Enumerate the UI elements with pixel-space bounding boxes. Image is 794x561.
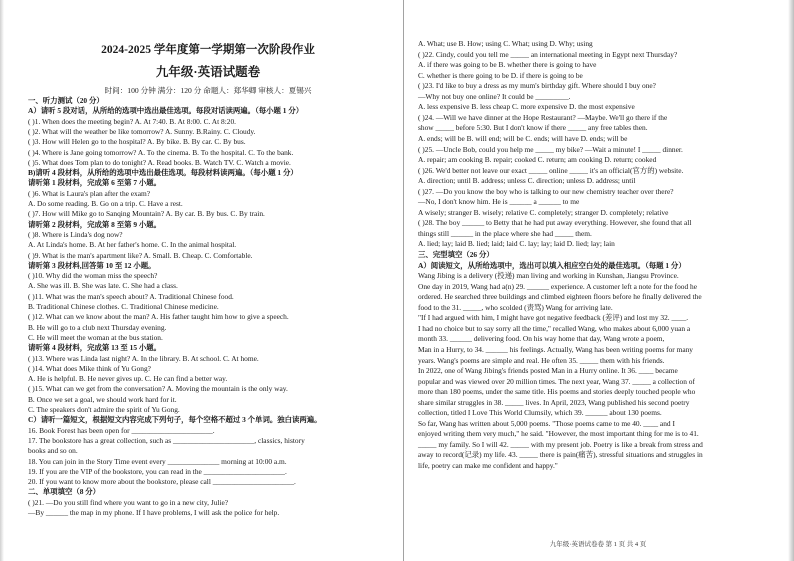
right-text-line: _____ my family. So I will 42. _____ with my present job. Poetry is like a break from stress and <box>418 439 703 449</box>
right-text-line: away to record(记录) my life. 43. _____ there is pain(痛苦), stressful situations and struggles in <box>418 450 703 460</box>
left-text-line: B. Once we set a goal, we should work hard for it. <box>28 394 177 404</box>
left-text-line: A. At Linda's home. B. At her father's home. C. In the animal hospital. <box>28 240 237 250</box>
left-text-line: 请听第 2 段材料，完成第 8 至第 9 小题。 <box>28 219 162 229</box>
right-text-line: —Why not buy one online? It could be _________. <box>418 91 571 101</box>
right-text-line: C. whether is there going to be D. if there is going to be <box>418 70 583 80</box>
right-text-line: share similar struggles in 38. _____ lives. In April, 2023, Wang published his second poetry <box>418 397 690 407</box>
right-text-line: show _____ before 5:30. But I don't know if there _____ any free tables then. <box>418 123 648 133</box>
left-text-line: ( )13. Where was Linda last night? A. In the library. B. At school. C. At home. <box>28 353 259 363</box>
left-text-line: 19. If you are the VIP of the bookstore, you can read in the ______________________. <box>28 466 287 476</box>
right-text-line: collection, titled I Love This World Clumsily, which 39. ______ about 130 poems. <box>418 408 662 418</box>
right-text-line: food to the 31. _____, who scolded (责骂) Wang for arriving late. <box>418 302 613 312</box>
left-text-line: 16. Book Forest has been open for ______________________. <box>28 425 215 435</box>
left-text-line: ( )8. Where is Linda's dog now? <box>28 229 123 239</box>
column-divider <box>403 0 404 561</box>
left-text-line: A. Do some reading. B. Go on a trip. C. Have a rest. <box>28 199 183 208</box>
left-text-line: B)请听 4 段材料，从所给的选项中选出最佳选项。每段材料读两遍。（每小题 1 分） <box>28 168 298 178</box>
left-text-line: 请听第 1 段材料，完成第 6 至第 7 小题。 <box>28 178 162 188</box>
left-text-line: ( )21. —Do you still find where you want to go in a new city, Julie? <box>28 497 229 507</box>
right-text-line: life, poetry can make me confident and happy." <box>418 461 558 470</box>
left-text-line: ( )7. How will Mike go to Sanqing Mountain? A. By car. B. By bus. C. By train. <box>28 209 265 219</box>
left-text-line: 17. The bookstore has a great collection, such as ______________________, classics, history <box>28 435 305 445</box>
left-text-line: 20. If you want to know more about the bookstore, please call ______________________. <box>28 477 296 487</box>
left-text-line: ( )5. What does Tom plan to do tonight? A. Read books. B. Watch TV. C. Watch a movie. <box>28 157 291 167</box>
right-text-line: In 2022, one of Wang Jibing's friends posted Man in a Hurry online. It 36. ____ became <box>418 366 678 376</box>
right-text-line: "If I had argued with him, I might have got negative feedback (差评) and lost my 32. ____. <box>418 313 689 323</box>
right-text-line: ( )23. I'd like to buy a dress as my mum's birthday gift. Where should I buy one? <box>418 81 656 91</box>
left-text-line: C. He will meet the woman at the bus station. <box>28 332 163 342</box>
right-text-line: One day in 2019, Wang had a(n) 29. ______ experience. A customer left a note for the food he <box>418 281 698 291</box>
right-text-line: ( )27. —Do you know the boy who is talking to our new chemistry teacher over there? <box>418 186 674 196</box>
exam-info: 时间：100 分钟 满分：120 分 命题人：郑华卿 审核人：夏锡兴 <box>104 86 312 95</box>
right-text-line: 三、完型填空（26 分） <box>418 250 494 259</box>
left-text-line: ( )11. What was the man's speech about? A. Traditional Chinese food. <box>28 291 234 301</box>
left-text-line: 18. You can join in the Story Time event every ______________ morning at 10:00 a.m. <box>28 456 287 466</box>
right-text-line: A）阅读短文，从所给选项中，选出可以填入相应空白处的最佳选项。（每题 1 分） <box>418 260 686 270</box>
right-text-line: Man in a Hurry, to 34. ______ his feelings. Actually, Wang has been writing poems for many <box>418 344 693 354</box>
right-text-line: A wisely; stranger B. wisely; relative C. completely; stranger D. completely; relative <box>418 207 669 217</box>
left-text-line: 二、单项填空（8 分） <box>28 487 101 497</box>
right-text-line: month 33. ______ delivering food. On his way home that day, Wang wrote a poem, <box>418 334 665 344</box>
left-text-line: ( )9. What is the man's apartment like? A. Small. B. Cheap. C. Comfortable. <box>28 250 253 260</box>
left-text-line: 请听第 4 段材料，完成第 13 至 15 小题。 <box>28 343 162 353</box>
right-text-line: Wang Jibing is a delivery (投递) man living and working in Kunshan, Jiangsu Province. <box>418 271 679 281</box>
left-text-line: —By ______ the map in my phone. If I have problems, I will ask the police for help. <box>28 508 280 517</box>
right-text-line: A. repair; am cooking B. repair; cooked C. return; am cooking D. return; cooked <box>418 155 657 165</box>
left-text-line: C. The speakers don't admire the spirit of Yu Gong. <box>28 405 180 414</box>
right-text-line: A. less expensive B. less cheap C. more expensive D. the most expensive <box>418 102 635 112</box>
right-text-line: popular and was viewed over 20 million times. The next year, Wang 37. _____ a collection of <box>418 376 695 386</box>
left-text-line: A. He is helpful. B. He never gives up. C. He can find a better way. <box>28 374 228 384</box>
left-column <box>28 0 388 561</box>
left-text-line: ( )3. How will Helen go to the hospital? A. By bike. B. By car. C. By bus. <box>28 137 246 147</box>
right-text-line: A. lied; lay; laid B. lied; laid; laid C. lay; lay; laid D. lied; lay; lain <box>418 239 615 249</box>
left-text-line: B. He will go to a club next Thursday evening. <box>28 322 167 332</box>
right-text-line: ( )22. Cindy, could you tell me _____ an international meeting in Egypt next Thursday? <box>418 49 678 59</box>
page-edge-shadow-left <box>0 0 4 561</box>
exam-title: 2024-2025 学年度第一学期第一次阶段作业 <box>101 44 315 56</box>
right-text-line: ( )24. —Will we have dinner at the Hope Restaurant? —Maybe. We'll go there if the <box>418 112 668 122</box>
left-text-line: ( )1. When does the meeting begin? A. At 7:40. B. At 8:00. C. At 8:20. <box>28 116 237 126</box>
right-text-line: years. Wang's poems are simple and real. He often 35. _____ them with his friends. <box>418 355 665 365</box>
left-text-line: ( )6. What is Laura's plan after the exam? <box>28 188 151 198</box>
right-text-line: —No, I don't know him. He is ______ a ______ to me <box>418 197 580 207</box>
right-text-line: enjoyed writing them very much," he said. "However, the most important thing for me is to 41. <box>418 429 699 439</box>
left-text-line: B. Traditional Chinese clothes. C. Traditional Chinese medicine. <box>28 302 219 311</box>
right-text-line: ( )28. The boy ______ to Betty that he had put away everything. However, she found that all <box>418 218 692 228</box>
left-text-line: C）请听一篇短文，根据短文内容完成下列句子，每个空格不超过 3 个单词。独白读两遍。 <box>28 415 322 425</box>
left-text-line: ( )10. Why did the woman miss the speech? <box>28 271 158 281</box>
right-text-line: things still ______ in the place where she had _____ them. <box>418 228 592 238</box>
left-text-line: ( )4. Where is Jane going tomorrow? A. To the cinema. B. To the hospital. C. To the bank. <box>28 147 294 157</box>
left-text-line: ( )14. What does Mike think of Yu Gong? <box>28 363 151 373</box>
right-text-line: ( )25. —Uncle Bob, could you help me _____ my bike? —Wait a minute! I _____ dinner. <box>418 144 683 154</box>
left-text-line: A）请听 5 段对话，从所给的选项中选出最佳选项。每段对话读两遍。（每小题 1 分） <box>28 106 304 116</box>
right-text-line: ordered. He searched three buildings and climbed eighteen floors before he finally delivered the <box>418 292 702 302</box>
left-text-line: ( )2. What will the weather be like tomorrow? A. Sunny. B.Rainy. C. Cloudy. <box>28 126 256 136</box>
right-text-line: A. ends; will be B. will end; will be C. ends; will have D. ends; will be <box>418 133 628 143</box>
left-text-line: ( )12. What can we know about the man? A. His father taught him how to give a speech. <box>28 312 289 322</box>
right-text-line: more than 180 poems, under the same title. His poems and stories deeply touched people who <box>418 387 696 397</box>
right-text-line: A. if there was going to be B. whether there is going to have <box>418 60 597 70</box>
exam-subtitle: 九年级·英语试题卷 <box>155 65 261 79</box>
page-edge-shadow-right <box>788 0 794 561</box>
left-text-line: 请听第 3 段材料,回答第 10 至 12 小题。 <box>28 260 156 270</box>
right-text-line: So far, Wang has written about 5,000 poems. "Those poems came to me 40. ____ and I <box>418 418 675 428</box>
right-text-line: I had no choice but to say sorry all the time," recalled Wang, who makes about 6,000 yuan a <box>418 323 691 333</box>
left-text-line: 一、听力测试（20 分） <box>28 96 104 105</box>
left-text-line: A. She was ill. B. She was late. C. She had a class. <box>28 281 178 291</box>
right-text-line: A. direction; until B. address; unless C. direction; unless D. address; until <box>418 176 636 186</box>
page-footer: 九年级·英语试卷卷 第 1 页 共 4 页 <box>549 541 647 548</box>
left-text-line: ( )15. What can we get from the conversation? A. Moving the mountain is the only way. <box>28 384 288 394</box>
right-text-line: ( )26. We'd better not leave our exact _____ online _____ it's an official(官方的) website. <box>418 165 684 175</box>
right-column <box>418 0 778 561</box>
right-text-line: A. What; use B. How; using C. What; using D. Why; using <box>418 39 593 48</box>
left-text-line: books and so on. <box>28 446 78 456</box>
